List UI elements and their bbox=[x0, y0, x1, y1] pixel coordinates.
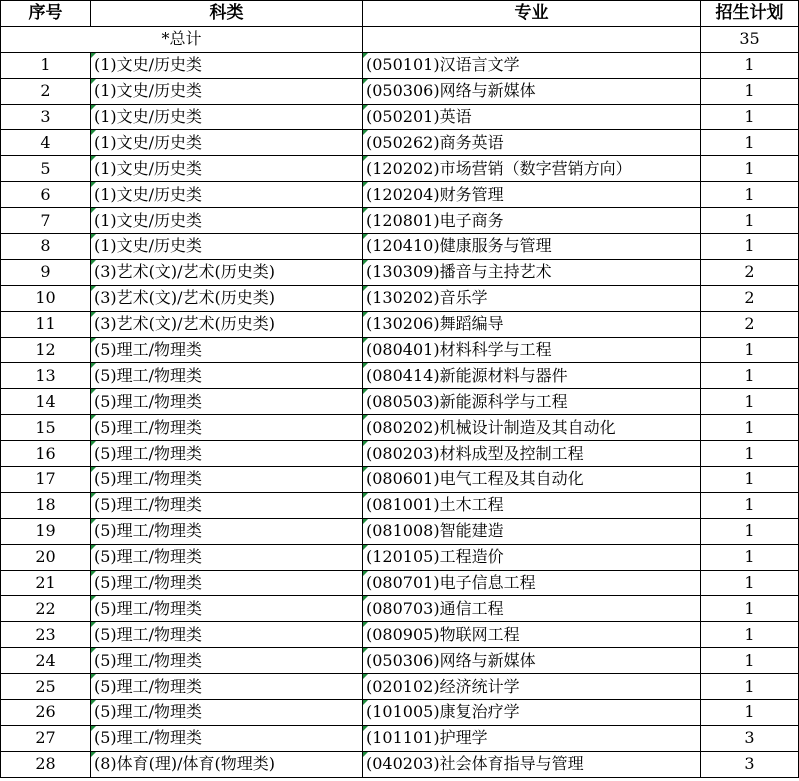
cell-category[interactable]: (1)文史/历史类 bbox=[91, 208, 363, 234]
cell-serial-number[interactable]: 25 bbox=[1, 674, 91, 700]
cell-serial-number[interactable]: 12 bbox=[1, 337, 91, 363]
table-row bbox=[1, 467, 799, 493]
cell-plan[interactable]: 1 bbox=[701, 52, 799, 78]
cell-category[interactable]: (5)理工/物理类 bbox=[91, 441, 363, 467]
cell-plan[interactable]: 1 bbox=[701, 208, 799, 234]
cell-plan[interactable]: 3 bbox=[701, 725, 799, 751]
cell-major[interactable]: (081008)智能建造 bbox=[363, 518, 701, 544]
cell-major[interactable]: (080202)机械设计制造及其自动化 bbox=[363, 415, 701, 441]
cell-major[interactable]: (050306)网络与新媒体 bbox=[363, 78, 701, 104]
cell-serial-number[interactable]: 13 bbox=[1, 363, 91, 389]
cell-serial-number[interactable]: 14 bbox=[1, 389, 91, 415]
cell-major[interactable]: (120204)财务管理 bbox=[363, 182, 701, 208]
cell-serial-number[interactable]: 9 bbox=[1, 259, 91, 285]
cell-plan[interactable]: 1 bbox=[701, 441, 799, 467]
cell-serial-number[interactable]: 1 bbox=[1, 52, 91, 78]
cell-major[interactable]: (040203)社会体育指导与管理 bbox=[363, 751, 701, 777]
cell-plan[interactable]: 1 bbox=[701, 182, 799, 208]
cell-category[interactable]: (1)文史/历史类 bbox=[91, 130, 363, 156]
table-row bbox=[1, 130, 799, 156]
cell-plan[interactable]: 1 bbox=[701, 415, 799, 441]
cell-major[interactable]: (080703)通信工程 bbox=[363, 596, 701, 622]
cell-category[interactable]: (5)理工/物理类 bbox=[91, 415, 363, 441]
cell-major[interactable]: (080203)材料成型及控制工程 bbox=[363, 441, 701, 467]
table-row bbox=[1, 751, 799, 777]
cell-plan[interactable]: 1 bbox=[701, 544, 799, 570]
cell-major[interactable]: (080414)新能源材料与器件 bbox=[363, 363, 701, 389]
cell-category[interactable]: (3)艺术(文)/艺术(历史类) bbox=[91, 285, 363, 311]
cell-category[interactable]: (5)理工/物理类 bbox=[91, 570, 363, 596]
cell-plan[interactable]: 1 bbox=[701, 389, 799, 415]
table-row bbox=[1, 674, 799, 700]
cell-category[interactable]: (5)理工/物理类 bbox=[91, 389, 363, 415]
cell-major[interactable]: (080401)材料科学与工程 bbox=[363, 337, 701, 363]
cell-category[interactable]: (5)理工/物理类 bbox=[91, 363, 363, 389]
cell-category[interactable]: (5)理工/物理类 bbox=[91, 648, 363, 674]
cell-plan[interactable]: 1 bbox=[701, 518, 799, 544]
table-row bbox=[1, 518, 799, 544]
cell-major[interactable]: (130206)舞蹈编导 bbox=[363, 311, 701, 337]
cell-plan[interactable]: 1 bbox=[701, 492, 799, 518]
cell-plan[interactable]: 1 bbox=[701, 130, 799, 156]
table-row bbox=[1, 182, 799, 208]
cell-major[interactable]: (120801)电子商务 bbox=[363, 208, 701, 234]
table-row bbox=[1, 389, 799, 415]
cell-category[interactable]: (8)体育(理)/体育(物理类) bbox=[91, 751, 363, 777]
cell-plan[interactable]: 1 bbox=[701, 363, 799, 389]
cell-serial-number[interactable]: 20 bbox=[1, 544, 91, 570]
cell-category[interactable]: (5)理工/物理类 bbox=[91, 467, 363, 493]
cell-plan[interactable]: 3 bbox=[701, 751, 799, 777]
table-row bbox=[1, 363, 799, 389]
cell-plan[interactable]: 1 bbox=[701, 104, 799, 130]
cell-major[interactable]: (050262)商务英语 bbox=[363, 130, 701, 156]
cell-serial-number[interactable]: 27 bbox=[1, 725, 91, 751]
cell-plan[interactable]: 1 bbox=[701, 337, 799, 363]
cell-plan[interactable]: 1 bbox=[701, 78, 799, 104]
cell-serial-number[interactable]: 19 bbox=[1, 518, 91, 544]
header-enrollment-plan[interactable]: 招生计划 bbox=[701, 1, 799, 27]
cell-major[interactable]: (050101)汉语言文学 bbox=[363, 52, 701, 78]
cell-major[interactable]: (080601)电气工程及其自动化 bbox=[363, 467, 701, 493]
cell-serial-number[interactable]: 24 bbox=[1, 648, 91, 674]
cell-serial-number[interactable]: 26 bbox=[1, 700, 91, 726]
cell-category[interactable]: (3)艺术(文)/艺术(历史类) bbox=[91, 311, 363, 337]
table-row bbox=[1, 622, 799, 648]
cell-category[interactable]: (5)理工/物理类 bbox=[91, 518, 363, 544]
cell-major[interactable]: (080905)物联网工程 bbox=[363, 622, 701, 648]
cell-major[interactable]: (080701)电子信息工程 bbox=[363, 570, 701, 596]
cell-plan[interactable]: 1 bbox=[701, 570, 799, 596]
cell-category[interactable]: (5)理工/物理类 bbox=[91, 700, 363, 726]
cell-plan[interactable]: 1 bbox=[701, 700, 799, 726]
header-category[interactable]: 科类 bbox=[91, 1, 363, 27]
table-row bbox=[1, 52, 799, 78]
total-row bbox=[1, 26, 799, 52]
cell-category[interactable]: (1)文史/历史类 bbox=[91, 78, 363, 104]
cell-major[interactable]: (081001)土木工程 bbox=[363, 492, 701, 518]
table-row bbox=[1, 648, 799, 674]
table-row bbox=[1, 337, 799, 363]
cell-category[interactable]: (5)理工/物理类 bbox=[91, 725, 363, 751]
total-label[interactable]: *总计 bbox=[1, 26, 363, 52]
cell-plan[interactable]: 2 bbox=[701, 259, 799, 285]
cell-major[interactable]: (050306)网络与新媒体 bbox=[363, 648, 701, 674]
table-row bbox=[1, 156, 799, 182]
table-row bbox=[1, 596, 799, 622]
cell-serial-number[interactable]: 2 bbox=[1, 78, 91, 104]
cell-serial-number[interactable]: 8 bbox=[1, 234, 91, 260]
cell-major[interactable]: (120410)健康服务与管理 bbox=[363, 234, 701, 260]
cell-category[interactable]: (1)文史/历史类 bbox=[91, 182, 363, 208]
cell-serial-number[interactable]: 22 bbox=[1, 596, 91, 622]
cell-serial-number[interactable]: 4 bbox=[1, 130, 91, 156]
table-row bbox=[1, 492, 799, 518]
table-row bbox=[1, 725, 799, 751]
table-row bbox=[1, 570, 799, 596]
table-row bbox=[1, 544, 799, 570]
table-row bbox=[1, 311, 799, 337]
cell-serial-number[interactable]: 5 bbox=[1, 156, 91, 182]
cell-major[interactable]: (101101)护理学 bbox=[363, 725, 701, 751]
cell-serial-number[interactable]: 28 bbox=[1, 751, 91, 777]
cell-plan[interactable]: 1 bbox=[701, 234, 799, 260]
cell-major[interactable]: (130309)播音与主持艺术 bbox=[363, 259, 701, 285]
cell-serial-number[interactable]: 10 bbox=[1, 285, 91, 311]
cell-serial-number[interactable]: 11 bbox=[1, 311, 91, 337]
cell-category[interactable]: (5)理工/物理类 bbox=[91, 337, 363, 363]
cell-category[interactable]: (1)文史/历史类 bbox=[91, 52, 363, 78]
cell-category[interactable]: (5)理工/物理类 bbox=[91, 492, 363, 518]
cell-category[interactable]: (1)文史/历史类 bbox=[91, 104, 363, 130]
table-row bbox=[1, 104, 799, 130]
cell-category[interactable]: (1)文史/历史类 bbox=[91, 156, 363, 182]
table-row bbox=[1, 285, 799, 311]
cell-major[interactable]: (020102)经济统计学 bbox=[363, 674, 701, 700]
total-major[interactable] bbox=[363, 26, 701, 52]
cell-major[interactable]: (130202)音乐学 bbox=[363, 285, 701, 311]
cell-category[interactable]: (5)理工/物理类 bbox=[91, 674, 363, 700]
cell-category[interactable]: (5)理工/物理类 bbox=[91, 596, 363, 622]
table-row bbox=[1, 415, 799, 441]
cell-serial-number[interactable]: 7 bbox=[1, 208, 91, 234]
cell-plan[interactable]: 2 bbox=[701, 311, 799, 337]
cell-plan[interactable]: 1 bbox=[701, 674, 799, 700]
header-major[interactable]: 专业 bbox=[363, 1, 701, 27]
cell-category[interactable]: (1)文史/历史类 bbox=[91, 234, 363, 260]
cell-serial-number[interactable]: 3 bbox=[1, 104, 91, 130]
cell-plan[interactable]: 2 bbox=[701, 285, 799, 311]
table-row bbox=[1, 441, 799, 467]
cell-category[interactable]: (3)艺术(文)/艺术(历史类) bbox=[91, 259, 363, 285]
cell-plan[interactable]: 1 bbox=[701, 648, 799, 674]
table-row bbox=[1, 208, 799, 234]
table-row bbox=[1, 78, 799, 104]
table-row bbox=[1, 259, 799, 285]
cell-category[interactable]: (5)理工/物理类 bbox=[91, 544, 363, 570]
cell-major[interactable]: (080503)新能源科学与工程 bbox=[363, 389, 701, 415]
cell-serial-number[interactable]: 17 bbox=[1, 467, 91, 493]
cell-plan[interactable]: 1 bbox=[701, 467, 799, 493]
cell-major[interactable]: (050201)英语 bbox=[363, 104, 701, 130]
cell-serial-number[interactable]: 23 bbox=[1, 622, 91, 648]
cell-major[interactable]: (120202)市场营销（数字营销方向） bbox=[363, 156, 701, 182]
table-row bbox=[1, 234, 799, 260]
cell-serial-number[interactable]: 15 bbox=[1, 415, 91, 441]
cell-plan[interactable]: 1 bbox=[701, 596, 799, 622]
cell-serial-number[interactable]: 21 bbox=[1, 570, 91, 596]
cell-major[interactable]: (120105)工程造价 bbox=[363, 544, 701, 570]
cell-plan[interactable]: 1 bbox=[701, 156, 799, 182]
header-serial-number[interactable]: 序号 bbox=[1, 1, 91, 27]
cell-serial-number[interactable]: 6 bbox=[1, 182, 91, 208]
cell-serial-number[interactable]: 16 bbox=[1, 441, 91, 467]
cell-serial-number[interactable]: 18 bbox=[1, 492, 91, 518]
total-plan[interactable]: 35 bbox=[701, 26, 799, 52]
cell-major[interactable]: (101005)康复治疗学 bbox=[363, 700, 701, 726]
cell-plan[interactable]: 1 bbox=[701, 622, 799, 648]
header-row bbox=[1, 1, 799, 27]
cell-category[interactable]: (5)理工/物理类 bbox=[91, 622, 363, 648]
table-row bbox=[1, 700, 799, 726]
